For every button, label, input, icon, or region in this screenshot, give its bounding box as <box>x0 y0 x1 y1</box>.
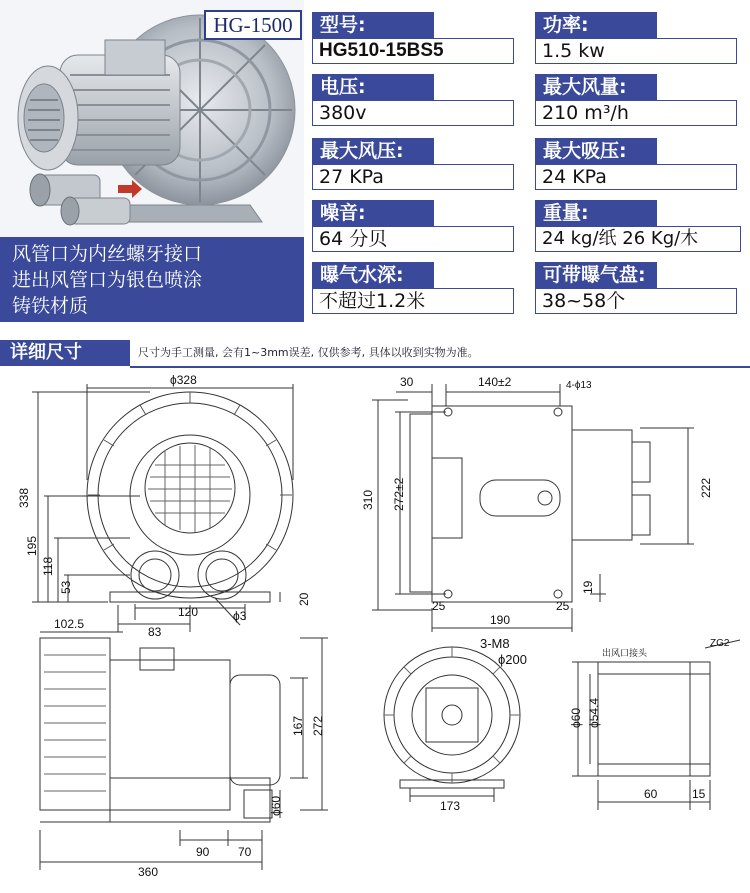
rear-view <box>384 647 520 802</box>
dim-front-phi3: ϕ3 <box>233 609 247 623</box>
spec-weight-label: 重量: <box>535 200 657 226</box>
dim-top-190: 190 <box>490 613 511 627</box>
spec-power-label: 功率: <box>535 12 657 38</box>
spec-voltage-label: 电压: <box>312 74 434 100</box>
pipe-zg: ZG2 <box>710 638 730 649</box>
dim-top-30: 30 <box>400 375 414 389</box>
pipe-15: 15 <box>692 787 706 801</box>
section-title: 详细尺寸 <box>0 340 130 366</box>
spec-max-flow-label: 最大风量: <box>535 74 657 100</box>
dim-side-70: 70 <box>238 845 252 859</box>
dim-side-360: 360 <box>138 865 159 879</box>
spec-max-suction-value: 24 KPa <box>535 164 737 190</box>
section-divider <box>130 366 750 368</box>
dim-top-140: 140±2 <box>478 375 512 389</box>
dim-front-338: 338 <box>17 487 31 508</box>
spec-aeration-discs-label: 可带曝气盘: <box>535 262 657 288</box>
spec-max-suction-label: 最大吸压: <box>535 138 657 164</box>
note-line: 铸铁材质 <box>12 295 89 317</box>
dim-top-holes: 4-ϕ13 <box>566 380 592 391</box>
dim-rear-173: 173 <box>440 799 461 813</box>
spec-max-flow-value: 210 m³/h <box>535 100 737 126</box>
spec-model-value: HG510-15BS5 <box>312 38 514 64</box>
dim-front-53: 53 <box>59 580 73 594</box>
spec-max-pressure-label: 最大风压: <box>312 138 434 164</box>
spec-weight-value: 24 kg/纸 26 Kg/木 <box>535 226 741 252</box>
spec-noise-label: 噪音: <box>312 200 434 226</box>
dim-side-phi60: ϕ60 <box>269 795 283 816</box>
dim-top-25a: 25 <box>432 599 446 613</box>
spec-power-value: 1.5 kw <box>535 38 737 64</box>
model-badge: HG-1500 <box>204 10 302 40</box>
dim-side-90: 90 <box>196 845 210 859</box>
spec-aeration-discs-value: 38~58个 <box>535 288 737 314</box>
dim-front-20: 20 <box>297 592 311 606</box>
dim-side-102: 102.5 <box>54 617 85 631</box>
dim-top-310: 310 <box>361 489 375 510</box>
dim-top-272: 272±2 <box>392 477 406 511</box>
dim-side-167: 167 <box>291 715 305 736</box>
dim-rear-m8: 3-M8 <box>480 636 510 651</box>
dim-front-83: 83 <box>148 625 162 639</box>
pipe-phi54: ϕ54.4 <box>587 697 601 728</box>
feature-notes <box>0 237 304 322</box>
dim-front-195: 195 <box>25 535 39 556</box>
spec-aeration-depth-label: 曝气水深: <box>312 262 434 288</box>
top-view <box>372 384 694 632</box>
dim-front-118: 118 <box>41 556 55 576</box>
side-view <box>40 632 328 870</box>
section-note: 尺寸为手工测量, 会有1~3mm误差, 仅供参考, 具体以收到实物为准。 <box>138 346 479 359</box>
dim-side-272: 272 <box>311 715 325 736</box>
dim-front-120: 120 <box>178 605 199 619</box>
dim-front-dia: ϕ328 <box>170 373 197 387</box>
spec-model-label: 型号: <box>312 12 434 38</box>
spec-max-pressure-value: 27 KPa <box>312 164 514 190</box>
pipe-60: 60 <box>644 787 658 801</box>
note-line: 进出风管口为银色喷涂 <box>12 269 203 291</box>
dim-rear-phi200: ϕ200 <box>498 652 527 667</box>
spec-aeration-depth-value: 不超过1.2米 <box>312 288 514 314</box>
spec-noise-value: 64 分贝 <box>312 226 514 252</box>
dim-top-222: 222 <box>699 477 713 498</box>
pipe-phi60: ϕ60 <box>569 707 583 728</box>
pipe-title: 出风口接头 <box>602 648 648 658</box>
spec-voltage-value: 380v <box>312 100 514 126</box>
dim-top-25b: 25 <box>556 599 570 613</box>
note-line: 风管口为内丝螺牙接口 <box>12 243 203 265</box>
dim-top-19: 19 <box>581 580 595 594</box>
dimension-drawings <box>0 370 750 893</box>
